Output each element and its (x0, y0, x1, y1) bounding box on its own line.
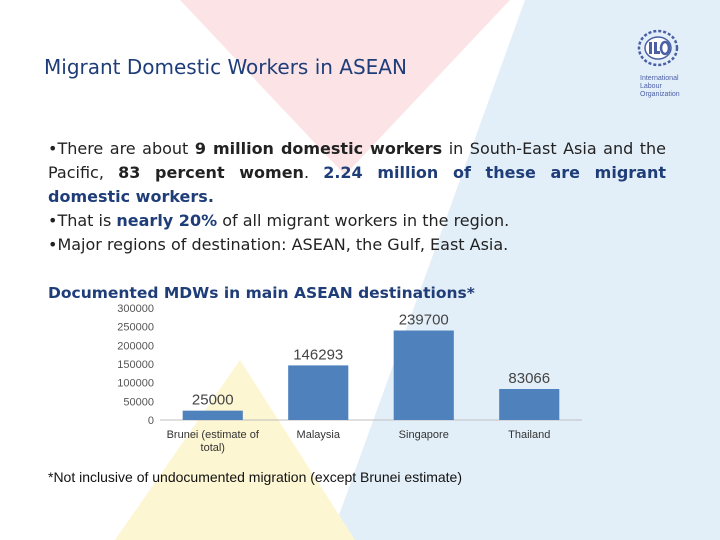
y-tick-label: 300000 (117, 303, 154, 315)
logo-line-3: Organization (640, 91, 680, 98)
bullet-marker: • (48, 139, 58, 158)
bar (499, 389, 559, 420)
data-label: 25000 (191, 391, 234, 409)
y-tick-label: 250000 (117, 321, 154, 334)
x-tick-label: Singapore (398, 429, 449, 441)
bullet-text: in South-East Asia and the Pacific, (48, 139, 666, 182)
data-label: 146293 (293, 346, 344, 364)
data-label: 239700 (398, 311, 449, 329)
slide-title: Migrant Domestic Workers in ASEAN (44, 55, 407, 79)
bullet-emphasis: 9 million domestic workers (194, 139, 443, 158)
bullet-emphasis: 2.24 million of these are migrant domestic workers. (48, 163, 666, 206)
bullet-text: That is (57, 211, 117, 230)
bar (394, 331, 454, 420)
x-tick-label: total) (200, 442, 225, 454)
x-tick-label: Thailand (508, 429, 551, 441)
bullet-text: There are about (57, 139, 195, 158)
bullet-marker: • (48, 235, 58, 254)
y-tick-label: 150000 (117, 359, 154, 371)
bar (183, 411, 243, 420)
y-tick-label: 200000 (117, 340, 154, 353)
y-tick-label: 0 (147, 415, 154, 427)
chart-heading: Documented MDWs in main ASEAN destinations* (48, 284, 475, 302)
bullet-text: Major regions of destination: ASEAN, the Gulf, East Asia. (57, 235, 509, 254)
x-tick-label: Malaysia (296, 429, 340, 441)
bullet-emphasis: nearly 20% (116, 211, 218, 230)
footnote: *Not inclusive of undocumented migration (except Brunei estimate) (48, 469, 462, 485)
y-tick-label: 100000 (117, 377, 154, 390)
logo-line-2: Labour (640, 83, 662, 90)
logo-line-1: International (640, 75, 679, 82)
bullet-emphasis: 83 percent women (118, 163, 304, 182)
bar (288, 365, 348, 420)
y-tick-label: 50000 (123, 396, 154, 409)
bullet-marker: • (48, 211, 58, 230)
x-tick-label: Brunei (estimate of (166, 429, 259, 441)
data-label: 83066 (508, 369, 551, 387)
bullet-text: . (303, 163, 324, 182)
bullet-text: of all migrant workers in the region. (217, 211, 510, 230)
